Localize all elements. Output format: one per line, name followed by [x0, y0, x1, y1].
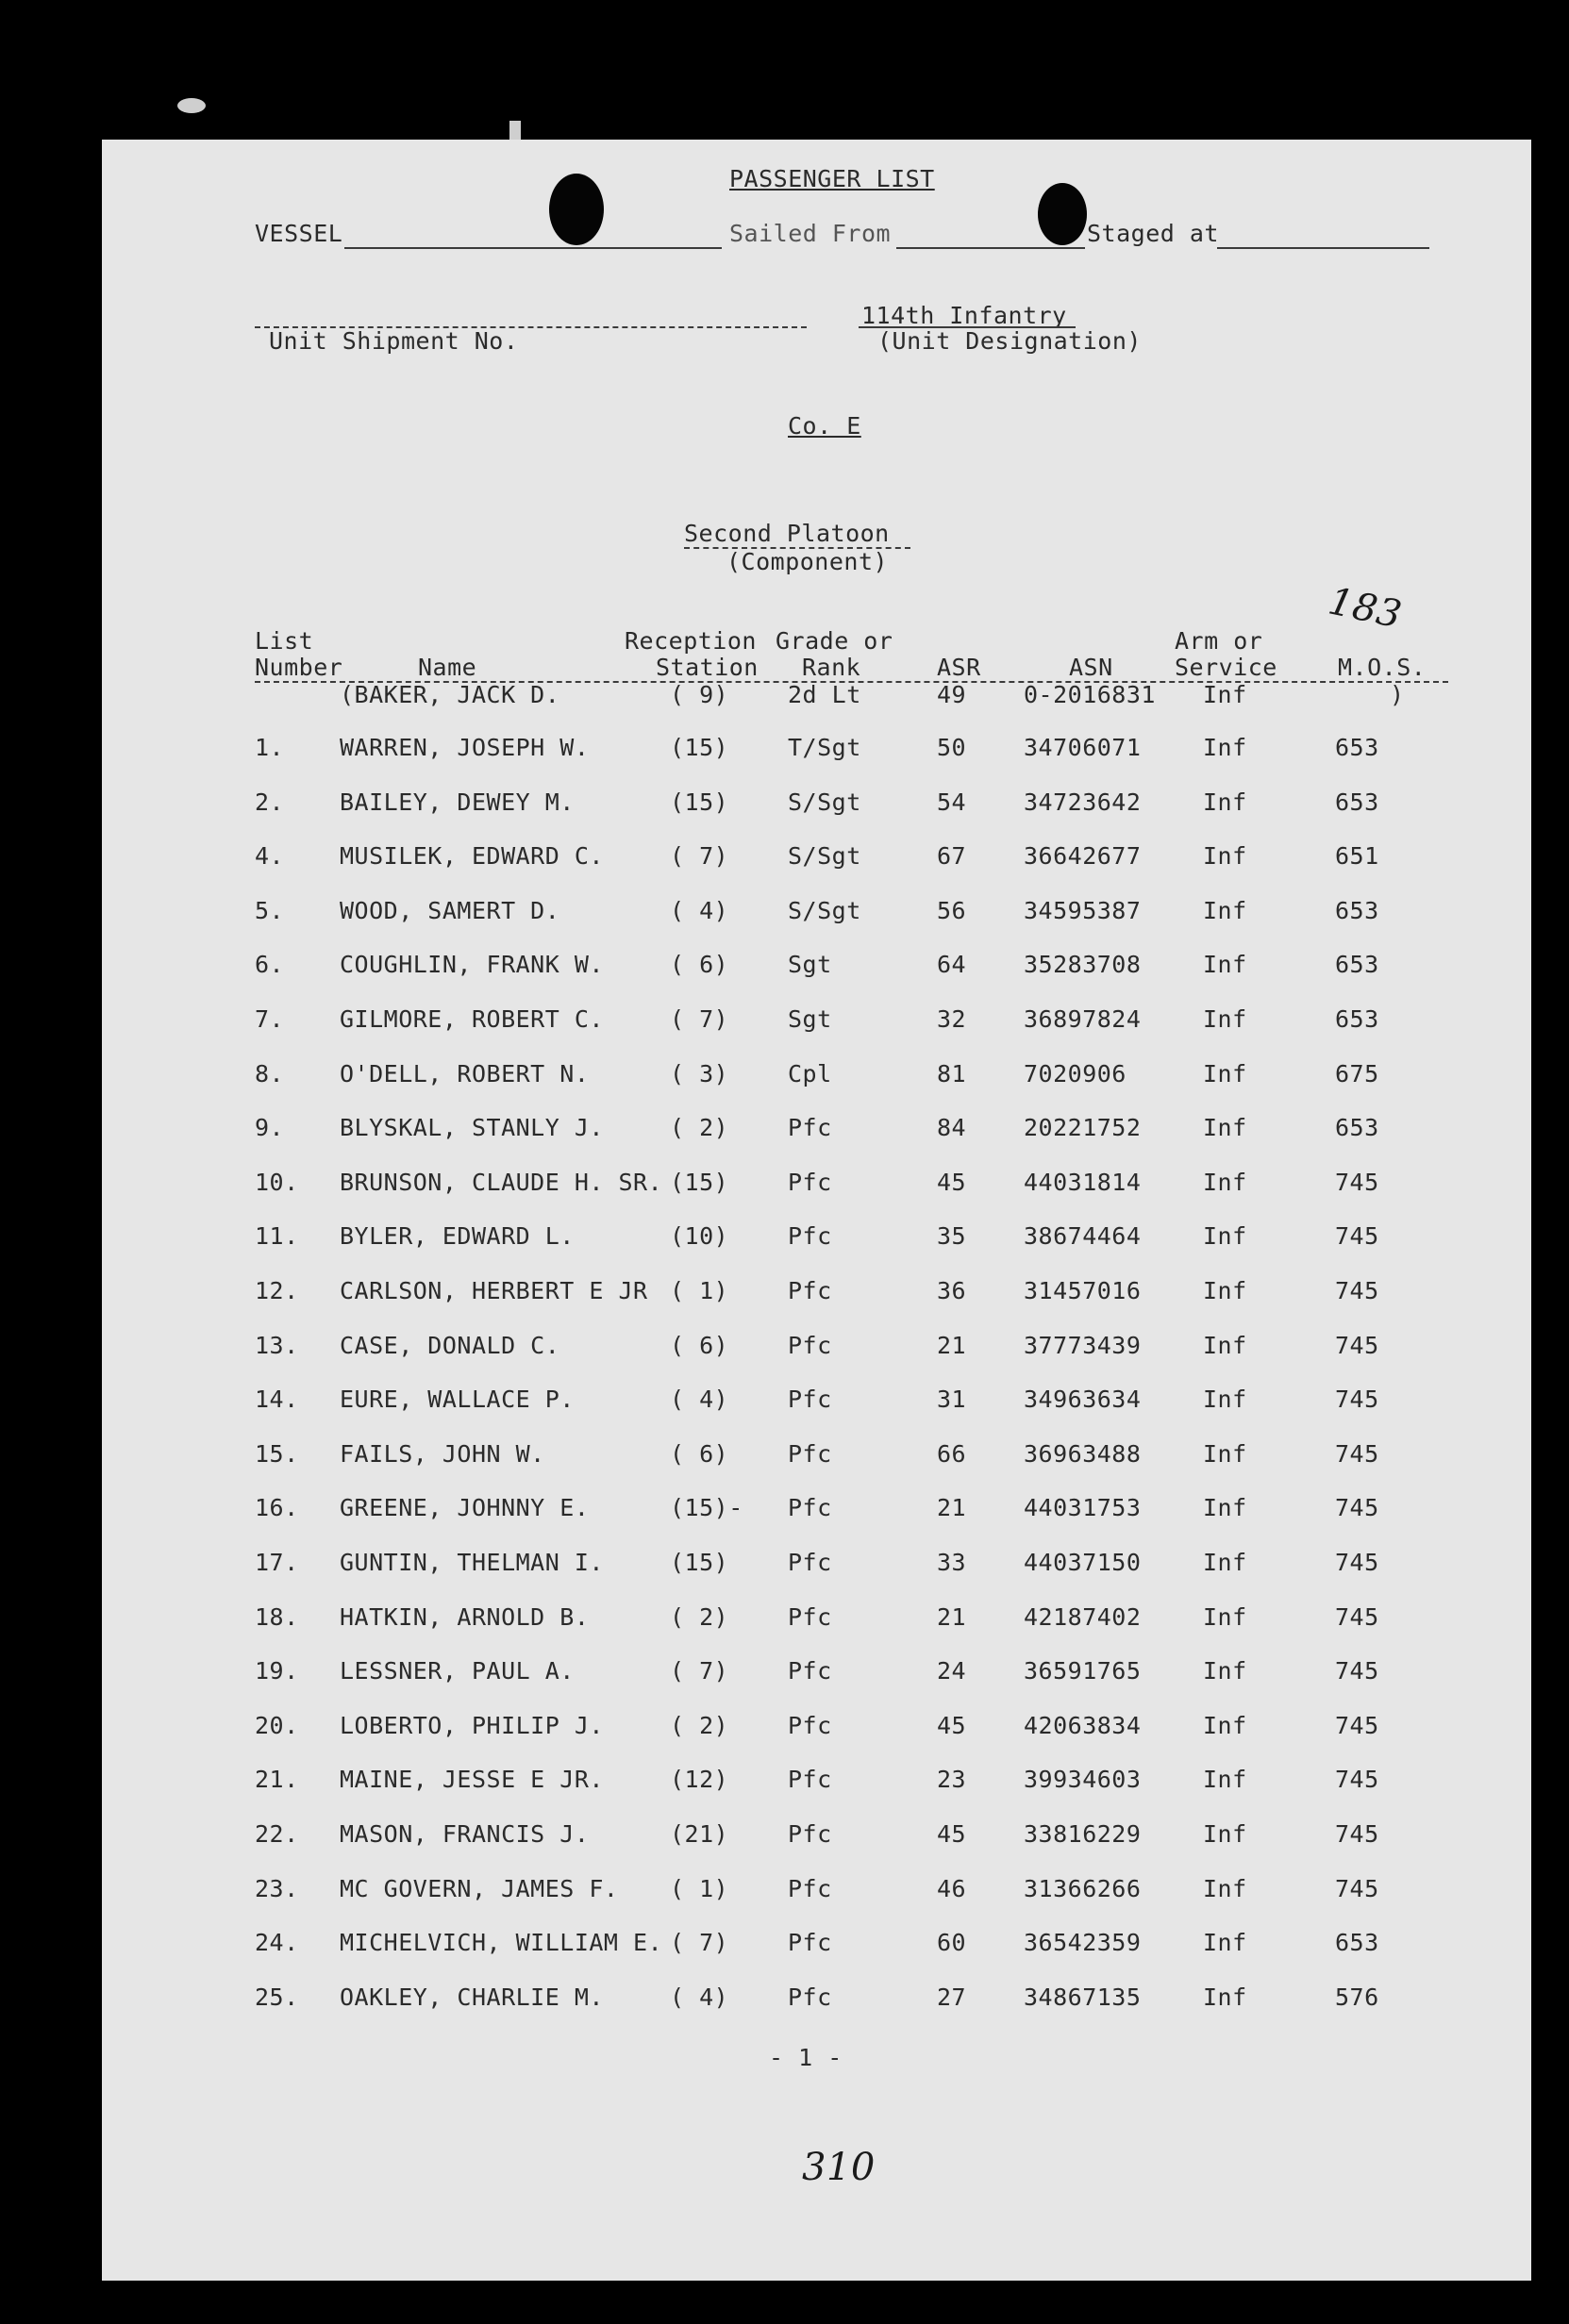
cell-grade: Pfc: [788, 1820, 832, 1848]
cell-asn: 34963634: [1024, 1386, 1142, 1414]
cell-arm-service: Inf: [1203, 1494, 1247, 1522]
cell-name: WARREN, JOSEPH W.: [340, 734, 590, 761]
cell-arm-service: Inf: [1203, 1766, 1247, 1794]
cell-asr: 21: [937, 1331, 967, 1359]
table-row: [0, 1440, 1569, 1478]
unit-shipment-label: Unit Shipment No.: [269, 327, 519, 355]
cell-list-number: 6.: [255, 951, 285, 979]
cell-asr: 46: [937, 1874, 967, 1902]
cell-list-number: 1.: [255, 734, 285, 761]
cell-list-number: 15.: [255, 1439, 299, 1468]
cell-list-number: 11.: [255, 1222, 299, 1251]
cell-mos: 653: [1335, 896, 1379, 924]
cell-reception-station: (15): [670, 734, 729, 761]
company-label: Co. E: [788, 412, 861, 440]
cell-mos: 745: [1335, 1657, 1379, 1685]
cell-name: HATKIN, ARNOLD B.: [340, 1602, 590, 1631]
cell-asr: 21: [937, 1494, 967, 1522]
cell-grade: S/Sgt: [788, 842, 861, 871]
cell-mos: 745: [1335, 1277, 1379, 1304]
cell-asn: 44031814: [1024, 1168, 1142, 1196]
cell-name: CASE, DONALD C.: [340, 1331, 560, 1359]
cell-name: WOOD, SAMERT D.: [340, 896, 560, 924]
cell-arm-service: Inf: [1203, 1602, 1247, 1631]
cell-list-number: 16.: [255, 1494, 299, 1522]
cell-reception-station: ( 1): [670, 1874, 729, 1902]
cell-asn: 44031753: [1024, 1494, 1142, 1522]
cell-asr: 31: [937, 1386, 967, 1414]
cell-mos: 653: [1335, 1005, 1379, 1033]
cell-name: LOBERTO, PHILIP J.: [340, 1711, 604, 1739]
cell-asn: 34706071: [1024, 734, 1142, 761]
punch-hole-left: [549, 174, 604, 245]
cell-asr: 67: [937, 842, 967, 871]
cell-asr: 21: [937, 1602, 967, 1631]
cell-grade: Pfc: [788, 1277, 832, 1304]
cell-list-number: 10.: [255, 1168, 299, 1196]
officer-grade: 2d Lt: [788, 681, 861, 708]
cell-list-number: 14.: [255, 1386, 299, 1414]
cell-asn: 34723642: [1024, 788, 1142, 816]
cell-asr: 33: [937, 1549, 967, 1576]
cell-name: BAILEY, DEWEY M.: [340, 788, 575, 816]
table-row: [0, 1494, 1569, 1532]
cell-arm-service: Inf: [1203, 896, 1247, 924]
table-row: [0, 1875, 1569, 1913]
handwritten-folio: 310: [802, 2146, 876, 2189]
table-row: [0, 1657, 1569, 1695]
cell-list-number: 20.: [255, 1711, 299, 1739]
cell-list-number: 7.: [255, 1005, 285, 1033]
cell-grade: T/Sgt: [788, 734, 861, 761]
unit-designation-label: (Unit Designation): [877, 327, 1142, 355]
cell-grade: Pfc: [788, 1114, 832, 1142]
cell-name: MC GOVERN, JAMES F.: [340, 1874, 619, 1902]
cell-reception-station: ( 4): [670, 1386, 729, 1414]
cell-arm-service: Inf: [1203, 734, 1247, 761]
cell-reception-station: ( 7): [670, 1657, 729, 1685]
table-row: [0, 897, 1569, 935]
cell-name: LESSNER, PAUL A.: [340, 1657, 575, 1685]
cell-mos: 745: [1335, 1331, 1379, 1359]
cell-arm-service: Inf: [1203, 1874, 1247, 1902]
cell-list-number: 23.: [255, 1874, 299, 1902]
table-row: [0, 1984, 1569, 2021]
cell-list-number: 17.: [255, 1549, 299, 1576]
table-row: [0, 1114, 1569, 1152]
cell-reception-station: ( 2): [670, 1602, 729, 1631]
cell-grade: Pfc: [788, 1711, 832, 1739]
cell-arm-service: Inf: [1203, 1983, 1247, 2011]
cell-asn: 35283708: [1024, 951, 1142, 979]
cell-asn: 31366266: [1024, 1874, 1142, 1902]
cell-grade: Pfc: [788, 1386, 832, 1414]
cell-grade: Pfc: [788, 1766, 832, 1794]
document-title: PASSENGER LIST: [729, 165, 935, 192]
table-row: [0, 1005, 1569, 1043]
cell-asr: 35: [937, 1222, 967, 1251]
cell-name: BYLER, EDWARD L.: [340, 1222, 575, 1251]
scan-speck: [509, 121, 521, 140]
cell-asr: 24: [937, 1657, 967, 1685]
cell-list-number: 24.: [255, 1929, 299, 1957]
cell-name: MUSILEK, EDWARD C.: [340, 842, 604, 871]
cell-name: GREENE, JOHNNY E.: [340, 1494, 590, 1522]
cell-grade: Pfc: [788, 1983, 832, 2011]
page-number: - 1 -: [769, 2044, 843, 2071]
cell-arm-service: Inf: [1203, 1386, 1247, 1414]
cell-name: FAILS, JOHN W.: [340, 1439, 545, 1468]
cell-grade: Sgt: [788, 951, 832, 979]
table-row: [0, 1060, 1569, 1098]
table-row: [0, 1386, 1569, 1423]
table-row: [0, 1712, 1569, 1750]
col-header-mos: M.O.S.: [1338, 654, 1427, 681]
cell-list-number: 21.: [255, 1766, 299, 1794]
officer-asn: 0-2016831: [1024, 681, 1156, 708]
handwritten-page-ref: 183: [1325, 579, 1406, 638]
table-row: [0, 1820, 1569, 1858]
component-name: Second Platoon: [684, 520, 890, 547]
cell-list-number: 12.: [255, 1277, 299, 1304]
cell-arm-service: Inf: [1203, 1005, 1247, 1033]
cell-asn: 42063834: [1024, 1711, 1142, 1739]
cell-reception-station: (15): [670, 1549, 729, 1576]
cell-list-number: 2.: [255, 788, 285, 816]
cell-arm-service: Inf: [1203, 1331, 1247, 1359]
cell-name: MAINE, JESSE E JR.: [340, 1766, 604, 1794]
cell-grade: Cpl: [788, 1059, 832, 1087]
cell-name: CARLSON, HERBERT E JR: [340, 1277, 648, 1304]
cell-asn: 42187402: [1024, 1602, 1142, 1631]
cell-asr: 32: [937, 1005, 967, 1033]
cell-list-number: 22.: [255, 1820, 299, 1848]
staged-at-blank-line: [1217, 247, 1429, 249]
cell-asn: 34595387: [1024, 896, 1142, 924]
cell-asn: 31457016: [1024, 1277, 1142, 1304]
cell-asr: 50: [937, 734, 967, 761]
cell-grade: S/Sgt: [788, 788, 861, 816]
cell-reception-station: ( 6): [670, 951, 729, 979]
cell-mos: 745: [1335, 1439, 1379, 1468]
cell-grade: Pfc: [788, 1874, 832, 1902]
cell-name: COUGHLIN, FRANK W.: [340, 951, 604, 979]
cell-mos: 653: [1335, 734, 1379, 761]
col-header-asr: ASR: [937, 654, 981, 681]
cell-asn: 20221752: [1024, 1114, 1142, 1142]
cell-arm-service: Inf: [1203, 1059, 1247, 1087]
cell-mos: 653: [1335, 1929, 1379, 1957]
cell-list-number: 13.: [255, 1331, 299, 1359]
table-row: [0, 734, 1569, 772]
officer-row: [0, 681, 1569, 719]
cell-grade: Pfc: [788, 1657, 832, 1685]
cell-asn: 38674464: [1024, 1222, 1142, 1251]
cell-asr: 23: [937, 1766, 967, 1794]
cell-grade: Pfc: [788, 1929, 832, 1957]
sailed-from-blank-line: [896, 247, 1085, 249]
cell-reception-station: (12): [670, 1766, 729, 1794]
table-row: [0, 1766, 1569, 1803]
cell-grade: Pfc: [788, 1222, 832, 1251]
cell-reception-station: (21): [670, 1820, 729, 1848]
component-label: (Component): [726, 548, 889, 575]
sailed-from-label: Sailed From: [729, 220, 892, 247]
col-header-list: List: [255, 627, 314, 655]
officer-reception-station: ( 9): [670, 681, 729, 708]
officer-arm: Inf: [1203, 681, 1247, 708]
cell-asr: 45: [937, 1168, 967, 1196]
cell-reception-station: ( 7): [670, 842, 729, 871]
cell-grade: Pfc: [788, 1602, 832, 1631]
cell-reception-station: ( 6): [670, 1331, 729, 1359]
cell-mos: 745: [1335, 1820, 1379, 1848]
officer-asr: 49: [937, 681, 967, 708]
cell-mos: 745: [1335, 1386, 1379, 1414]
cell-name: EURE, WALLACE P.: [340, 1386, 575, 1414]
cell-arm-service: Inf: [1203, 842, 1247, 871]
col-header-grade-or: Grade or: [776, 627, 893, 655]
cell-asn: 33816229: [1024, 1820, 1142, 1848]
cell-grade: Pfc: [788, 1331, 832, 1359]
table-row: [0, 1549, 1569, 1586]
cell-asn: 36642677: [1024, 842, 1142, 871]
cell-arm-service: Inf: [1203, 951, 1247, 979]
cell-name: BLYSKAL, STANLY J.: [340, 1114, 604, 1142]
cell-list-number: 8.: [255, 1059, 285, 1087]
cell-name: GILMORE, ROBERT C.: [340, 1005, 604, 1033]
cell-mos: 675: [1335, 1059, 1379, 1087]
table-row: [0, 842, 1569, 880]
cell-mos: 653: [1335, 788, 1379, 816]
cell-grade: Pfc: [788, 1168, 832, 1196]
cell-arm-service: Inf: [1203, 1549, 1247, 1576]
cell-mos: 745: [1335, 1494, 1379, 1522]
cell-asn: 44037150: [1024, 1549, 1142, 1576]
cell-name: MASON, FRANCIS J.: [340, 1820, 590, 1848]
vessel-label: VESSEL: [255, 220, 343, 247]
punch-hole-right: [1038, 183, 1087, 245]
cell-asr: 64: [937, 951, 967, 979]
cell-arm-service: Inf: [1203, 1711, 1247, 1739]
cell-name: O'DELL, ROBERT N.: [340, 1059, 590, 1087]
table-row: [0, 951, 1569, 988]
cell-asr: 54: [937, 788, 967, 816]
col-header-station: Station: [656, 654, 759, 681]
cell-arm-service: Inf: [1203, 1277, 1247, 1304]
col-header-service: Service: [1175, 654, 1277, 681]
cell-grade: Sgt: [788, 1005, 832, 1033]
table-row: [0, 1277, 1569, 1315]
cell-reception-station: (10): [670, 1222, 729, 1251]
cell-asn: 39934603: [1024, 1766, 1142, 1794]
cell-mos: 745: [1335, 1766, 1379, 1794]
vessel-blank-line: [344, 247, 722, 249]
cell-asr: 56: [937, 896, 967, 924]
cell-arm-service: Inf: [1203, 1657, 1247, 1685]
officer-mos: ): [1390, 681, 1405, 708]
cell-reception-station: ( 7): [670, 1005, 729, 1033]
cell-arm-service: Inf: [1203, 1168, 1247, 1196]
cell-reception-station: (15): [670, 1168, 729, 1196]
cell-reception-station: ( 1): [670, 1277, 729, 1304]
scan-speck: [177, 98, 206, 113]
table-row: [0, 1222, 1569, 1260]
cell-asn: 36963488: [1024, 1439, 1142, 1468]
col-header-arm-or: Arm or: [1175, 627, 1263, 655]
table-row: [0, 1929, 1569, 1967]
cell-asr: 45: [937, 1711, 967, 1739]
cell-mos: 576: [1335, 1983, 1379, 2011]
staged-at-label: Staged at: [1087, 220, 1219, 247]
cell-name: GUNTIN, THELMAN I.: [340, 1549, 604, 1576]
cell-grade: Pfc: [788, 1439, 832, 1468]
cell-asr: 60: [937, 1929, 967, 1957]
cell-asn: 37773439: [1024, 1331, 1142, 1359]
cell-list-number: 4.: [255, 842, 285, 871]
cell-mos: 745: [1335, 1549, 1379, 1576]
cell-grade: Pfc: [788, 1494, 832, 1522]
cell-reception-station: ( 2): [670, 1711, 729, 1739]
cell-arm-service: Inf: [1203, 1820, 1247, 1848]
cell-arm-service: Inf: [1203, 788, 1247, 816]
cell-asn: 7020906: [1024, 1059, 1127, 1087]
cell-mos: 745: [1335, 1602, 1379, 1631]
cell-list-number: 9.: [255, 1114, 285, 1142]
cell-asr: 27: [937, 1983, 967, 2011]
col-header-asn: ASN: [1069, 654, 1113, 681]
officer-name: (BAKER, JACK D.: [340, 681, 560, 708]
cell-arm-service: Inf: [1203, 1114, 1247, 1142]
cell-reception-station: ( 4): [670, 1983, 729, 2011]
cell-arm-service: Inf: [1203, 1222, 1247, 1251]
cell-mos: 745: [1335, 1222, 1379, 1251]
cell-asr: 36: [937, 1277, 967, 1304]
cell-asr: 45: [937, 1820, 967, 1848]
unit-designation: 114th Infantry: [861, 302, 1067, 329]
cell-grade: Pfc: [788, 1549, 832, 1576]
cell-arm-service: Inf: [1203, 1439, 1247, 1468]
cell-arm-service: Inf: [1203, 1929, 1247, 1957]
cell-reception-station: ( 6): [670, 1439, 729, 1468]
cell-name: BRUNSON, CLAUDE H. SR.: [340, 1168, 663, 1196]
cell-reception-station: ( 2): [670, 1114, 729, 1142]
cell-asn: 36591765: [1024, 1657, 1142, 1685]
cell-asn: 36897824: [1024, 1005, 1142, 1033]
cell-list-number: 19.: [255, 1657, 299, 1685]
cell-mos: 745: [1335, 1874, 1379, 1902]
cell-list-number: 25.: [255, 1983, 299, 2011]
cell-name: MICHELVICH, WILLIAM E.: [340, 1929, 663, 1957]
cell-reception-station: (15): [670, 788, 729, 816]
cell-mos: 653: [1335, 1114, 1379, 1142]
cell-asn: 34867135: [1024, 1983, 1142, 2011]
cell-grade: S/Sgt: [788, 896, 861, 924]
cell-reception-station: ( 3): [670, 1059, 729, 1087]
cell-asn: 36542359: [1024, 1929, 1142, 1957]
col-header-number: Number: [255, 654, 343, 681]
cell-mos: 651: [1335, 842, 1379, 871]
col-header-reception: Reception: [625, 627, 757, 655]
cell-mos: 745: [1335, 1711, 1379, 1739]
table-row: [0, 1603, 1569, 1641]
col-header-name: Name: [418, 654, 477, 681]
cell-mos: 745: [1335, 1168, 1379, 1196]
cell-asr: 84: [937, 1114, 967, 1142]
table-row: [0, 1169, 1569, 1206]
table-row: [0, 1332, 1569, 1370]
table-row: [0, 788, 1569, 826]
cell-list-number: 18.: [255, 1602, 299, 1631]
cell-reception-station: ( 7): [670, 1929, 729, 1957]
cell-name: OAKLEY, CHARLIE M.: [340, 1983, 604, 2011]
cell-asr: 66: [937, 1439, 967, 1468]
cell-asr: 81: [937, 1059, 967, 1087]
cell-reception-station: ( 4): [670, 896, 729, 924]
cell-list-number: 5.: [255, 896, 285, 924]
col-header-rank: Rank: [802, 654, 861, 681]
cell-mos: 653: [1335, 951, 1379, 979]
cell-reception-station: (15)-: [670, 1494, 743, 1522]
